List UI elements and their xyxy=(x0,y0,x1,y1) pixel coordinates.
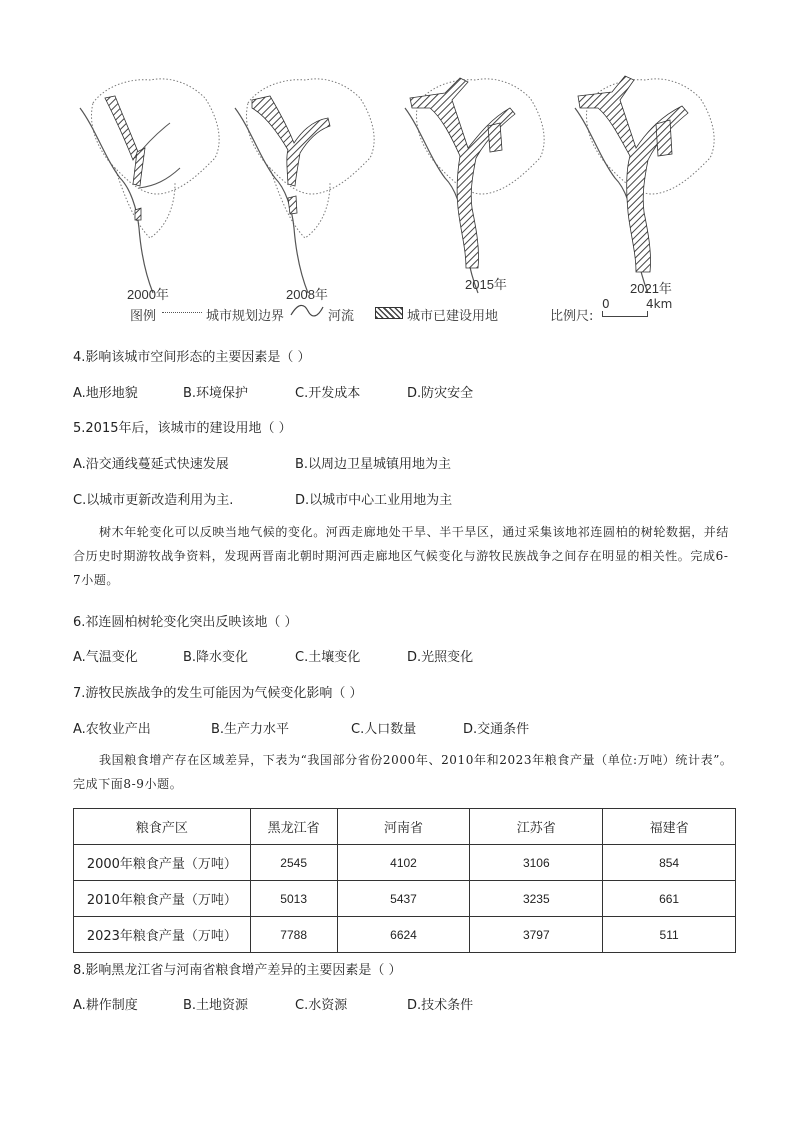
q4-option-d[interactable]: D.防灾安全 xyxy=(407,386,474,401)
scale-bar-icon xyxy=(602,311,648,317)
row-label: 2000年粮食产量（万吨） xyxy=(74,845,251,881)
legend-prefix: 图例 xyxy=(130,309,157,324)
map-2008 xyxy=(235,79,374,293)
q5-option-a[interactable]: A.沿交通线蔓延式快速发展 xyxy=(73,457,229,472)
passage-tree-rings: 树木年轮变化可以反映当地气候的变化。河西走廊地处干旱、半干旱区，通过采集该地祁连圆柏的树轮数据，并结合历史时期游牧战争资料，发现两晋南北朝时期河西走廊地区气候变化与游牧民族战争之间存在明显的相关性。完成6-7小题。 xyxy=(73,525,730,587)
row-label: 2010年粮食产量（万吨） xyxy=(74,881,251,917)
q7-option-b[interactable]: B.生产力水平 xyxy=(211,722,290,737)
q4-option-a[interactable]: A.地形地貌 xyxy=(73,386,138,401)
map-2021 xyxy=(575,76,714,293)
table-header-cell: 江苏省 xyxy=(470,809,603,845)
q5-option-b[interactable]: B.以周边卫星城镇用地为主 xyxy=(295,457,452,472)
table-cell: 5013 xyxy=(250,881,337,917)
legend-built: 城市已建设用地 xyxy=(407,309,499,324)
map-year-2008: 2008年 xyxy=(286,287,328,302)
q4-option-c[interactable]: C.开发成本 xyxy=(295,386,361,401)
q6-option-c[interactable]: C.土壤变化 xyxy=(295,650,361,665)
table-cell: 2545 xyxy=(250,845,337,881)
q6-option-d[interactable]: D.光照变化 xyxy=(407,650,474,665)
q8-option-d[interactable]: D.技术条件 xyxy=(407,998,474,1013)
q7-option-a[interactable]: A.农牧业产出 xyxy=(73,722,151,737)
table-header-cell: 福建省 xyxy=(603,809,736,845)
table-cell: 5437 xyxy=(337,881,470,917)
table-cell: 7788 xyxy=(250,917,337,953)
q8-option-b[interactable]: B.土地资源 xyxy=(183,998,249,1013)
map-year-2000: 2000年 xyxy=(127,287,169,302)
question-6-stem: 6.祁连圆柏树轮变化突出反映该地（ ） xyxy=(73,615,298,630)
table-cell: 3797 xyxy=(470,917,603,953)
river-line-icon xyxy=(290,303,324,323)
built-area-swatch-icon xyxy=(375,307,403,319)
boundary-line-icon xyxy=(162,312,202,313)
scale-end: 4km xyxy=(646,297,673,311)
passage-grain-production: 我国粮食增产存在区域差异，下表为“我国部分省份2000年、2010年和2023年粮食产量（单位:万吨）统计表”。完成下面8-9小题。 xyxy=(73,753,733,791)
q7-option-c[interactable]: C.人口数量 xyxy=(351,722,417,737)
scale-zero: 0 xyxy=(602,297,610,311)
map-year-2015: 2015年 xyxy=(465,277,507,292)
q5-option-d[interactable]: D.以城市中心工业用地为主 xyxy=(295,493,453,508)
q5-option-c[interactable]: C.以城市更新改造利用为主. xyxy=(73,493,234,508)
map-legend xyxy=(130,297,730,325)
table-row xyxy=(74,917,736,953)
table-cell: 854 xyxy=(603,845,736,881)
legend-river: 河流 xyxy=(328,309,355,324)
table-cell: 3235 xyxy=(470,881,603,917)
grain-production-table xyxy=(73,808,736,953)
q7-option-d[interactable]: D.交通条件 xyxy=(463,722,530,737)
table-cell: 4102 xyxy=(337,845,470,881)
q6-option-b[interactable]: B.降水变化 xyxy=(183,650,249,665)
table-header-cell: 河南省 xyxy=(337,809,470,845)
table-header-cell: 粮食产区 xyxy=(74,809,251,845)
map-2000 xyxy=(80,79,219,293)
row-label: 2023年粮食产量（万吨） xyxy=(74,917,251,953)
map-year-2021: 2021年 xyxy=(630,281,672,296)
question-8-stem: 8.影响黑龙江省与河南省粮食增产差异的主要因素是（ ） xyxy=(73,963,402,978)
q6-option-a[interactable]: A.气温变化 xyxy=(73,650,138,665)
legend-boundary: 城市规划边界 xyxy=(206,309,285,324)
urban-expansion-figure xyxy=(75,68,715,323)
table-row xyxy=(74,881,736,917)
urban-expansion-maps xyxy=(75,68,715,303)
q4-option-b[interactable]: B.环境保护 xyxy=(183,386,249,401)
map-2015 xyxy=(405,78,544,293)
table-cell: 3106 xyxy=(470,845,603,881)
question-5-stem: 5.2015年后，该城市的建设用地（ ） xyxy=(73,421,292,436)
table-row xyxy=(74,845,736,881)
table-header-cell: 黑龙江省 xyxy=(250,809,337,845)
table-cell: 511 xyxy=(603,917,736,953)
legend-scale-label: 比例尺: xyxy=(550,309,594,324)
table-cell: 6624 xyxy=(337,917,470,953)
question-4-stem: 4.影响该城市空间形态的主要因素是（ ） xyxy=(73,350,311,365)
table-cell: 661 xyxy=(603,881,736,917)
q8-option-c[interactable]: C.水资源 xyxy=(295,998,348,1013)
table-header-row xyxy=(74,809,736,845)
question-7-stem: 7.游牧民族战争的发生可能因为气候变化影响（ ） xyxy=(73,686,363,701)
q8-option-a[interactable]: A.耕作制度 xyxy=(73,998,138,1013)
